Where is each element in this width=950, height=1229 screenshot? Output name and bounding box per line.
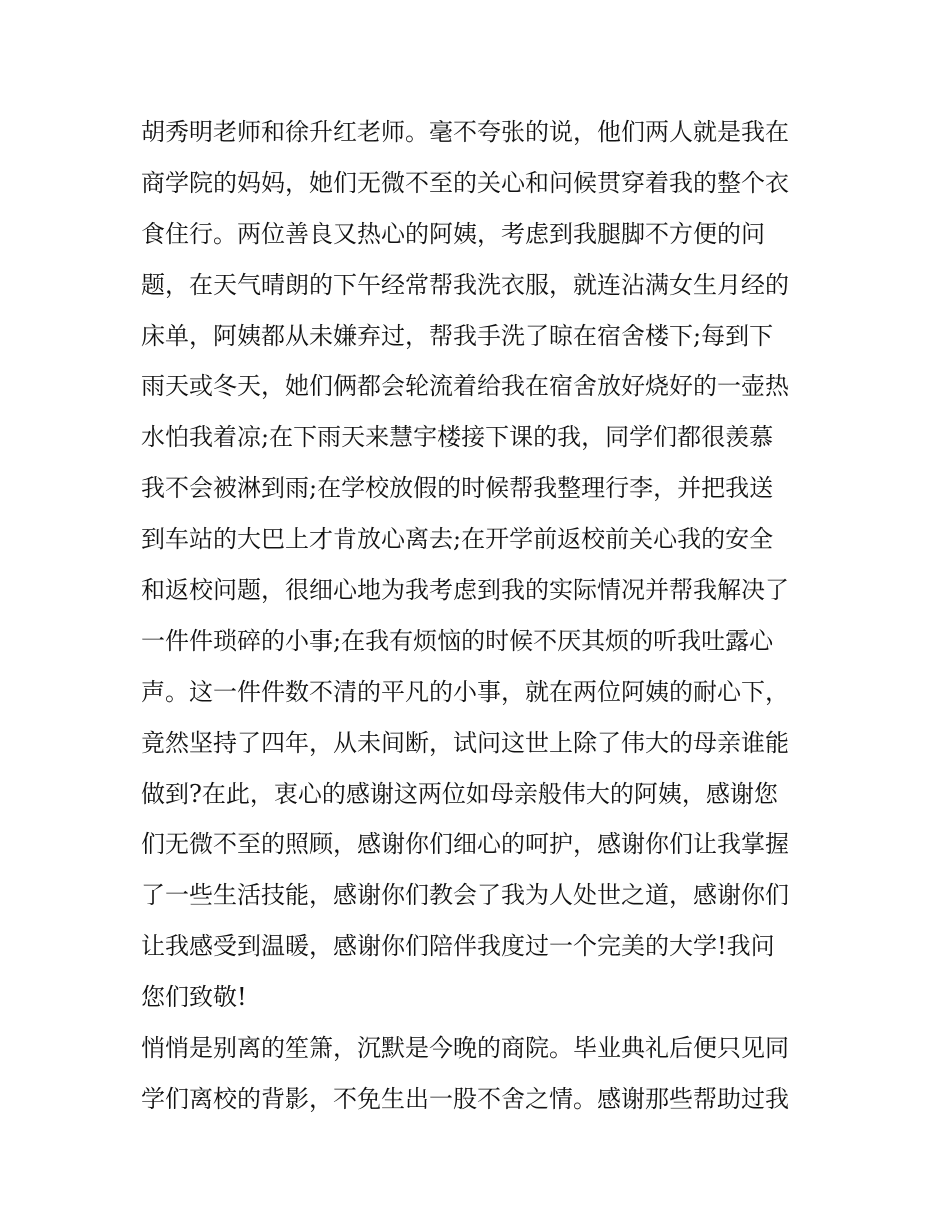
text-line: 我不会被淋到雨;在学校放假的时候帮我整理行李，并把我送 — [141, 474, 774, 503]
text-line: 让我感受到温暖，感谢你们陪伴我度过一个完美的大学!我问 — [141, 932, 775, 961]
text-line: 水怕我着凉;在下雨天来慧宇楼接下课的我，同学们都很羡慕 — [141, 423, 774, 452]
text-line: 雨天或冬天，她们俩都会轮流着给我在宿舍放好烧好的一壶热 — [141, 372, 789, 401]
text-line: 一件件琐碎的小事;在我有烦恼的时候不厌其烦的听我吐露心 — [141, 626, 774, 655]
text-line: 悄悄是别离的笙箫，沉默是今晚的商院。毕业典礼后便只见同 — [141, 1034, 789, 1063]
text-line: 了一些生活技能，感谢你们教会了我为人处世之道，感谢你们 — [141, 881, 789, 910]
text-line: 和返校问题，很细心地为我考虑到我的实际情况并帮我解决了 — [141, 576, 789, 605]
text-line: 食住行。两位善良又热心的阿姨，考虑到我腿脚不方便的问 — [141, 219, 765, 248]
text-line: 声。这一件件数不清的平凡的小事，就在两位阿姨的耐心下， — [141, 677, 789, 706]
text-line: 胡秀明老师和徐升红老师。毫不夸张的说，他们两人就是我在 — [141, 118, 789, 146]
text-line: 床单，阿姨都从未嫌弃过，帮我手洗了晾在宿舍楼下;每到下 — [141, 321, 774, 350]
body-text — [141, 107, 821, 1125]
text-line: 到车站的大巴上才肯放心离去;在开学前返校前关心我的安全 — [141, 525, 774, 554]
text-line: 学们离校的背影，不免生出一股不舍之情。感谢那些帮助过我 — [141, 1084, 789, 1113]
text-line: 题，在天气晴朗的下午经常帮我洗衣服，就连沾满女生月经的 — [141, 270, 789, 299]
text-line: 您们致敬! — [141, 983, 247, 1012]
text-line: 做到?在此，衷心的感谢这两位如母亲般伟大的阿姨，感谢您 — [141, 779, 778, 808]
text-line: 商学院的妈妈，她们无微不至的关心和问候贯穿着我的整个衣 — [141, 168, 789, 197]
text-line: 竟然坚持了四年，从未间断，试问这世上除了伟大的母亲谁能 — [141, 728, 789, 757]
text-line: 们无微不至的照顾，感谢你们细心的呵护，感谢你们让我掌握 — [141, 830, 789, 859]
